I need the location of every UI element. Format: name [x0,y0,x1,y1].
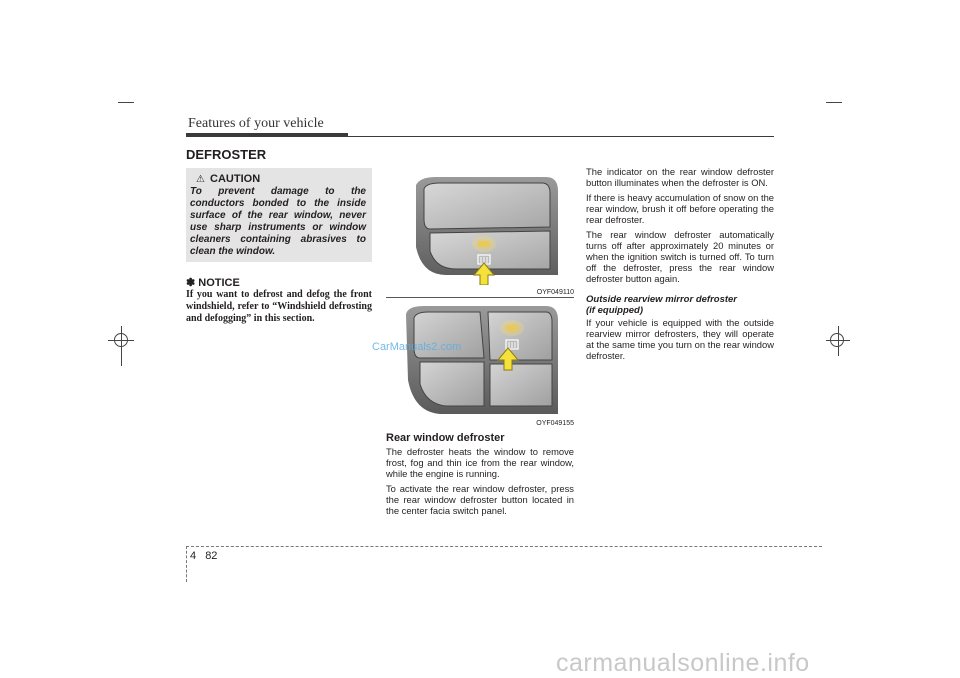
footer-rule [186,546,822,547]
right-column-text [586,166,774,365]
figure-code: OYF049155 [536,420,574,427]
paragraph: To activate the rear window defroster, press the rear window defroster button located in the center facia switch panel. [386,483,574,516]
mirror-defroster-subheading: (if equipped) [586,305,643,316]
page-index: 82 [205,550,218,562]
page-number [190,550,217,562]
figure-1 [386,167,574,285]
asterisk-icon: ✽ [186,277,196,289]
chapter-title: Features of your vehicle [188,116,324,131]
warning-triangle-icon: ⚠ [196,174,205,185]
caution-heading [196,173,260,185]
bottom-watermark: carmanualsonline.info [556,649,810,677]
site-watermark: CarManuals2.com [372,341,462,353]
notice-heading [186,276,240,289]
caution-title: CAUTION [210,173,261,185]
notice-title: NOTICE [198,277,240,289]
chapter-number: 4 [190,550,197,562]
mirror-defroster-heading: Outside rearview mirror defroster [586,294,737,305]
crop-mark [826,102,842,103]
caution-text: To prevent damage to the conductors bonded to the inside surface of the rear window, never use sharp instruments or window cleaners containing abrasives to clean the window. [190,186,366,257]
crop-mark [118,102,134,103]
paragraph: If there is heavy accumulation of snow on the rear window, brush it off before operating the rear defroster. [586,192,774,225]
paragraph: If your vehicle is equipped with the outside rearview mirror defrosters, they will operate at the same time you turn on the rear window defroster. [586,317,774,361]
paragraph: The rear window defroster automatically turns off after approximately 20 minutes or when the ignition switch is turned off. To turn off the defroster, press the rear window defroster button again. [586,229,774,284]
paragraph: The defroster heats the window to remove frost, fog and thin ice from the rear window, while the engine is running. [386,446,574,479]
defroster-button-photo [386,300,574,418]
paragraph: The indicator on the rear window defroster button illuminates when the defroster is ON. [586,166,774,188]
registration-circle [114,333,128,347]
defroster-button-photo [386,167,574,285]
header-rule [186,136,774,137]
section-title: DEFROSTER [186,147,267,162]
figure-code: OYF049110 [536,289,574,296]
rear-defroster-heading: Rear window defroster [386,432,505,444]
notice-text: If you want to defrost and defog the front windshield, refer to “Windshield defrosting and defogging” in this section. [186,289,372,324]
figure-rule [386,297,574,298]
rear-defroster-text [386,446,574,520]
footer-divider [186,546,187,582]
figure-2 [386,300,574,418]
registration-circle [830,333,844,347]
